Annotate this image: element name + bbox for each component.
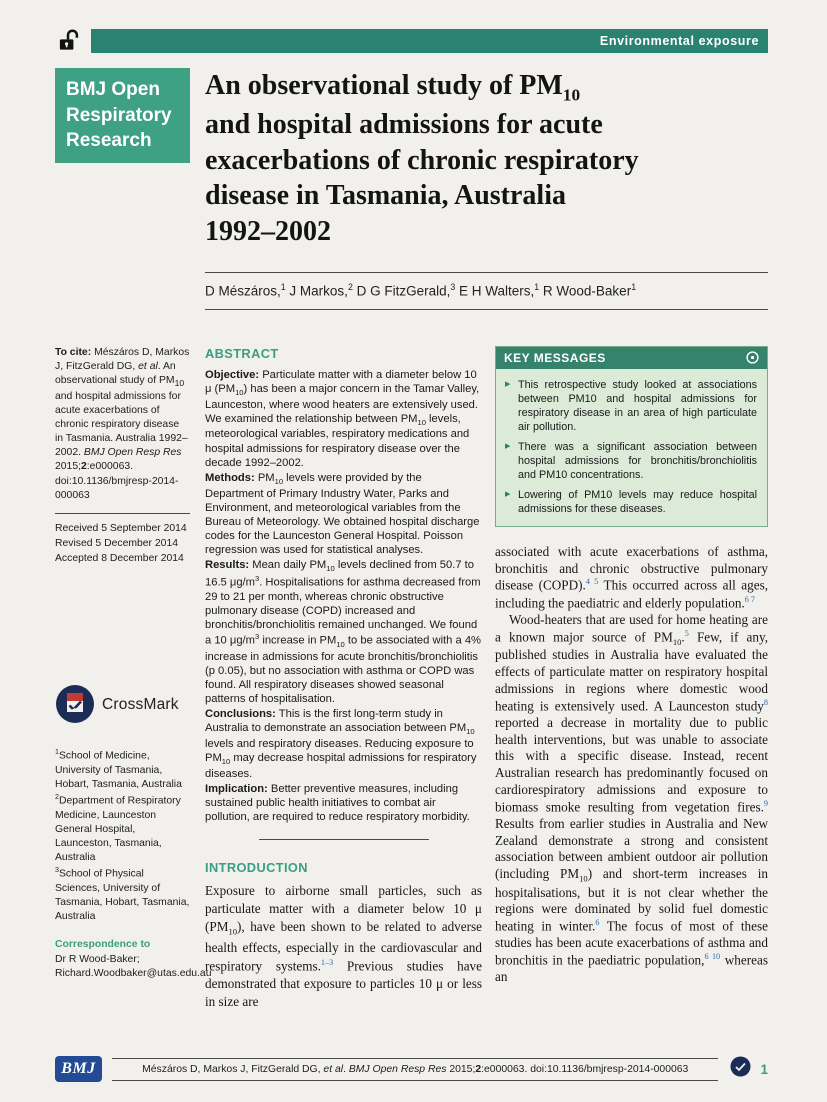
article-title: An observational study of $PM_{10}$ and hospital admissions for acute exacerbations of chronic respiratory disease in Tasmania, Australia 1992–2002 [205, 70, 639, 248]
affiliation-2: $^2$Department of Respiratory Medicine, Launceston General Hospital, Launceston, Tasmania, Australia [55, 794, 181, 864]
page-number: 1 [760, 1061, 768, 1077]
to-cite-text: To cite: Mészáros D, Markos J, FitzGerald DG, et al. An observational study of $PM_{10}$ and hospital admissions for acute exacerbations of chronic respiratory disease in Tasmania. Australia 1992–2002. BMJ Open Resp Res 2015;2:e000063. doi:10.1136/bmjresp-2014-000063 [55, 346, 190, 501]
body-paragraph: Wood-heaters that are used for home heating are a known major source of $PM_{10}.^5$ Few, if any, published studies in Australia have evaluated the effects of particulate matter on respiratory hospital admissions in regions where domestic wood heating is extensively used. A Launceston study$^8$ reported a decrease in mortality due to public health interventions, but was unable to associate this with a specific disease. Instead, recent Australian research has predominantly focused on cardiorespiratory admissions and exposure to biomass smoke resulting from vegetation fires.$^9$ Results from earlier studies in Australia and New Zealand demonstrate a strong and consistent association between ambient outdoor air pollution (including $PM_{10}$) and short-term increases in hospitalisations, but it is not clear whether the regions were dominated by solid fuel domestic heating in winter.$^6$ The focus of most of these studies has been acute exacerbations of asthma and bronchitis in the paediatric population,$^{6 10}$ whereas an [495, 611, 768, 985]
abstract-heading: ABSTRACT [205, 345, 279, 361]
sidebar-column [55, 346, 212, 981]
section-banner [91, 29, 768, 53]
abstract-column [205, 346, 482, 1011]
page-footer [55, 1056, 768, 1082]
right-column [495, 346, 768, 986]
affiliations-block [55, 748, 190, 924]
section-label: Environmental exposure [599, 34, 759, 48]
crossmark-icon [55, 684, 95, 724]
content-columns [55, 346, 768, 1011]
key-message-item: ▸ Lowering of PM10 levels may reduce hospital admissions for these diseases. [505, 488, 757, 516]
body-text-right [495, 544, 768, 986]
key-messages-box [495, 346, 768, 527]
abstract-methods: Methods: $PM_{10}$ levels were provided by the Department of Primary Industry Water, Parks and Environment, and meteorological variables from the Bureau of Meteorology. We obtained hospital discharge codes for the Launceston General Hospital. Poisson regression was used for statistical analyses. [205, 471, 480, 557]
affiliation-3: $^3$School of Physical Sciences, University of Tasmania, Hobart, Tasmania, Australia [55, 867, 190, 923]
abstract-body [205, 368, 482, 825]
key-messages-bubble-icon [746, 351, 759, 364]
correspondence-block [55, 938, 212, 980]
key-messages-title: KEY MESSAGES [504, 350, 606, 365]
abstract-objective: Objective: Particulate matter with a diameter below 10 μ $(PM_{10})$ has been a major concern in the Tamar Valley, Launceston, where wood heaters are extensively used. We examined the relationship between $PM_{10}$ levels, meteorological variables, respiratory medications and hospital admissions for respiratory disease over the decade 1992–2002. [205, 368, 480, 469]
key-message-item: ▸ This retrospective study looked at associations between PM10 and hospital admissions for respiratory disease in an area of high particulate air pollution. [505, 378, 757, 434]
abstract-results: Results: Mean daily $PM_{10}$ levels declined from 50.7 to 16.5 $\mu g/m^3$. Hospitalisations for asthma decreased from 29 to 21 per month, whereas chronic obstructive pulmonary disease (COPD) increased and bronchitis/bronchiolitis remained unchanged. We found a 10 $\mu g/m^3$ increase in $PM_{10}$ to be associated with a 4% increase in admissions for acute bronchitis/bronchiolitis (p 0.05), but no association with asthma or COPD was found. All respiratory diseases showed seasonal patterns of hospitalisation. [205, 559, 481, 706]
journal-logo-box [55, 68, 190, 163]
crossmark-logo[interactable] [55, 684, 190, 724]
dates-block [55, 513, 190, 566]
received-date: Received 5 September 2014 [55, 522, 187, 534]
abstract-implication: Implication: Better preventive measures, including sustained public health initiatives to combat air pollution, are required to reduce respiratory morbidity. [205, 783, 470, 824]
open-access-lock-icon [55, 29, 91, 53]
crossmark-stamp-icon [730, 1056, 751, 1082]
introduction-heading: INTRODUCTION [205, 860, 308, 876]
key-messages-header [496, 347, 767, 369]
bmj-logo: BMJ [55, 1056, 102, 1082]
masthead [55, 68, 768, 250]
body-paragraph: associated with acute exacerbations of asthma, bronchitis and chronic obstructive pulmonary disease (COPD).$^{4 5}$ This occurred across all ages, including the paediatric and elderly population.$^{6 7}$ [495, 543, 769, 610]
correspondence-name: Dr R Wood-Baker; [55, 953, 140, 965]
accepted-date: Accepted 8 December 2014 [55, 553, 184, 565]
journal-name-line2: Respiratory [66, 104, 172, 126]
to-cite-block [55, 346, 190, 503]
correspondence-email-link[interactable]: Richard.Woodbaker@utas.edu.au [55, 967, 212, 979]
footer-citation: Mészáros D, Markos J, FitzGerald DG, et al. BMJ Open Resp Res 2015;2:e000063. doi:10.1136/bmjresp-2014-000063 [112, 1058, 718, 1081]
journal-name-line3: Research [66, 130, 152, 152]
key-messages-list [496, 369, 767, 526]
introduction-paragraph: Exposure to airborne small particles, such as particulate matter with a diameter below 10 μ $(PM_{10})$, have been shown to be related to adverse health effects, especially in the cardiovascular and respiratory systems.$^{1-3}$ Previous studies have demonstrated that exposure to particles 10 μ or less in size are [205, 883, 482, 1009]
correspondence-heading: Correspondence to [55, 939, 151, 951]
section-divider [259, 839, 429, 840]
crossmark-label: CrossMark [102, 695, 179, 713]
author-list: D Mészáros,$^1$ J Markos,$^2$ D G FitzGerald,$^3$ E H Walters,$^1$ R Wood-Baker$^1$ [205, 272, 768, 310]
journal-name-line1: BMJ Open [66, 79, 160, 100]
top-banner [55, 29, 768, 53]
revised-date: Revised 5 December 2014 [55, 538, 179, 550]
affiliation-1: $^1$School of Medicine, University of Tasmania, Hobart, Tasmania, Australia [55, 749, 182, 791]
key-message-item: ▸ There was a significant association between hospital admissions for bronchitis/bronchiolitis and PM10 concentrations. [505, 440, 757, 482]
abstract-conclusions: Conclusions: This is the first long-term study in Australia to demonstrate an association between $PM_{10}$ levels and respiratory diseases. Reducing exposure to $PM_{10}$ may decrease hospital admissions for respiratory diseases. [205, 708, 477, 780]
